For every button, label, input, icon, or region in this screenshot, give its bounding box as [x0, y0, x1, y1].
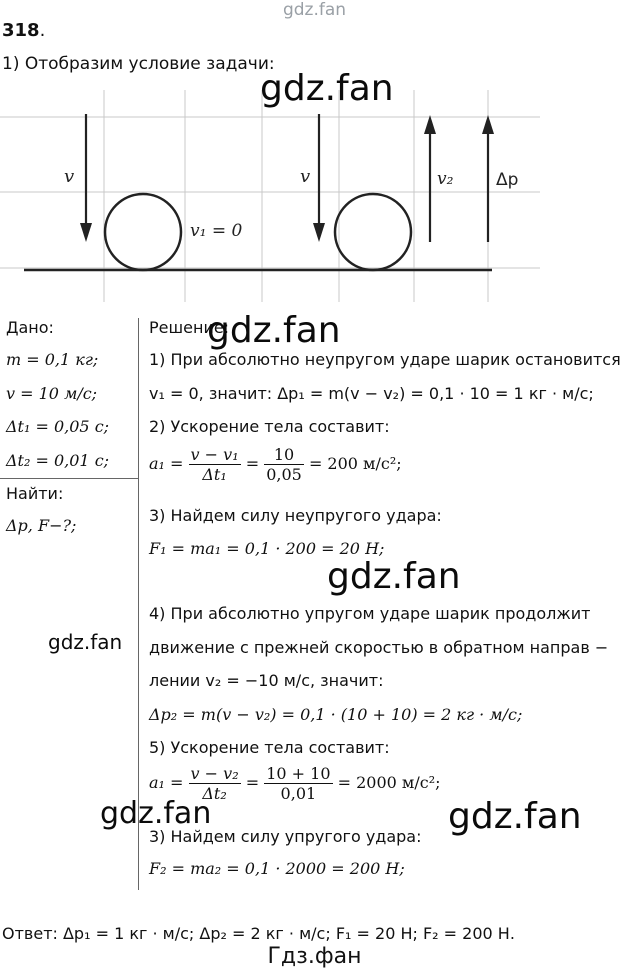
- given-title: Дано:: [6, 318, 54, 337]
- problem-number: 318.: [2, 20, 46, 41]
- label-v1: v₁ = 0: [190, 221, 243, 241]
- arrow-v-right: [313, 114, 325, 242]
- solution-step4-line3: лении v₂ = −10 м/с, значит:: [149, 671, 384, 690]
- solution-step4-line1: 4) При абсолютно упругом ударе шарик продолжит: [149, 604, 591, 623]
- arrow-dp: [482, 115, 494, 242]
- top-watermark: gdz.fan: [282, 0, 347, 20]
- left-watermark: gdz.fan: [48, 630, 123, 654]
- given-dt1: Δt₁ = 0,05 с;: [6, 417, 110, 436]
- middle-watermark: gdz.fan: [327, 556, 461, 597]
- formula-f1: F₁ = ma₁ = 0,1 · 200 = 20 Н;: [149, 539, 385, 558]
- label-v-left: v: [64, 166, 75, 187]
- solution-step5: 5) Ускорение тела составит:: [149, 738, 390, 757]
- formula-a2: a₁ = $\frac{\text{v − v₂}}{\text{Δt₂}}$ = $\frac{10 + 10}{0,01}$ = 2000 м/с²;: [149, 764, 441, 803]
- lower-right-watermark: gdz.fan: [448, 796, 582, 837]
- solution-title: Решение:: [149, 318, 230, 337]
- solution-step3: 3) Найдем силу неупругого удара:: [149, 506, 442, 525]
- ball-right: [335, 194, 411, 270]
- given-dt2: Δt₂ = 0,01 с;: [6, 451, 110, 470]
- solution-step1-line1: 1) При абсолютно неупругом ударе шарик остановится: [149, 350, 621, 369]
- given-divider-horizontal: [0, 478, 138, 479]
- formula-a1: a₁ = $\frac{\text{v − v₁}}{\text{Δt₁}}$ = $\frac{10}{0,05}$ = 200 м/с²;: [149, 445, 402, 484]
- bottom-watermark: Гдз.фан: [267, 944, 362, 969]
- problem-diagram: [0, 82, 629, 304]
- solution-step6: 3) Найдем силу упругого удара:: [149, 827, 422, 846]
- solution-step2: 2) Ускорение тела составит:: [149, 417, 390, 436]
- ball-left: [105, 194, 181, 270]
- label-v-right: v: [300, 166, 311, 187]
- given-mass: m = 0,1 кг;: [6, 350, 99, 369]
- solution-step4-line2: движение с прежней скоростью в обратном направ −: [149, 638, 609, 657]
- find-values: Δp, F−?;: [6, 516, 77, 535]
- given-velocity: v = 10 м/с;: [6, 384, 98, 403]
- label-v2: v₂: [437, 169, 454, 189]
- lower-left-watermark: gdz.fan: [100, 796, 212, 831]
- arrow-v-left: [80, 114, 92, 242]
- formula-f2: F₂ = ma₂ = 0,1 · 2000 = 200 Н;: [149, 859, 405, 878]
- step1-title: 1) Отобразим условие задачи:: [2, 54, 275, 74]
- find-title: Найти:: [6, 484, 64, 503]
- arrow-v2: [424, 115, 436, 242]
- answer-line: Ответ: Δp₁ = 1 кг · м/с; Δp₂ = 2 кг · м/с; F₁ = 20 Н; F₂ = 200 Н.: [2, 924, 515, 943]
- diagram-watermark: gdz.fan: [260, 68, 394, 109]
- solution-heading-watermark: gdz.fan: [207, 310, 341, 351]
- formula-dp2: Δp₂ = m(v − v₂) = 0,1 · (10 + 10) = 2 кг · м/с;: [149, 705, 523, 724]
- label-dp: Δp: [496, 170, 519, 190]
- solution-step1-line2: v₁ = 0, значит: Δp₁ = m(v − v₂) = 0,1 · 10 = 1 кг · м/с;: [149, 384, 594, 403]
